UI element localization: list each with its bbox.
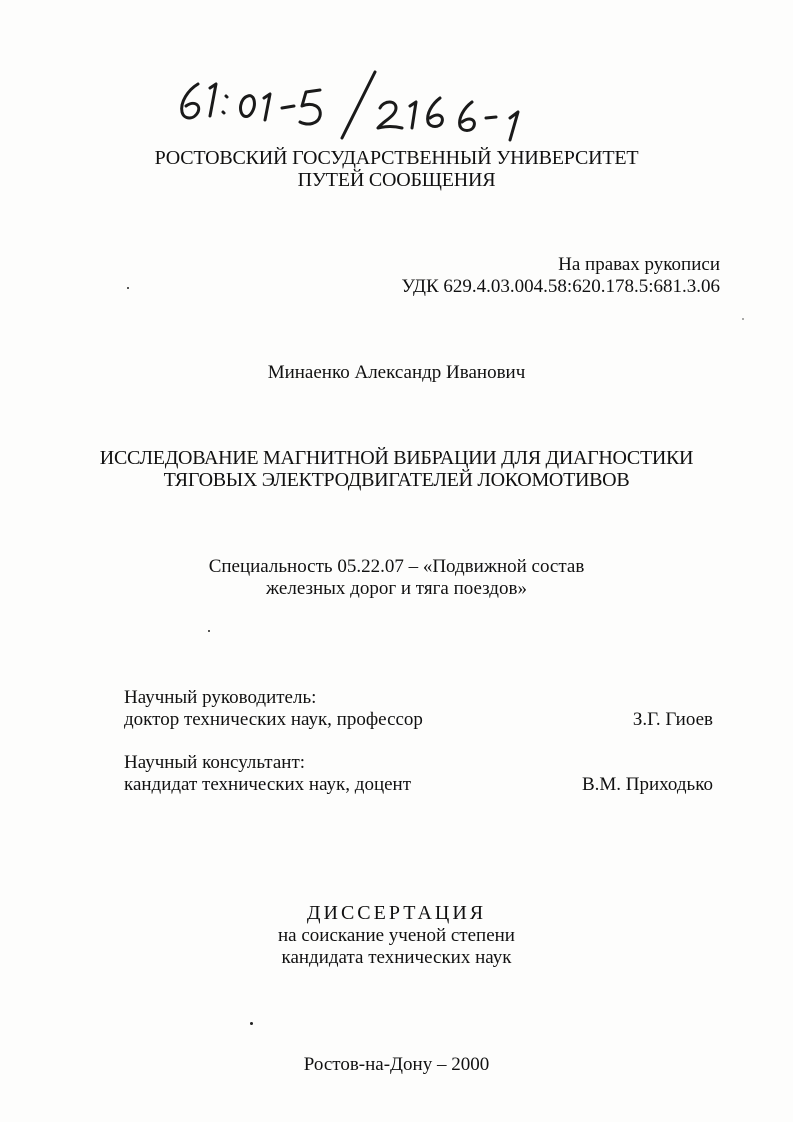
- specialty-line2: железных дорог и тяга поездов»: [266, 578, 527, 599]
- consultant-degree: кандидат технических наук, доцент: [124, 774, 412, 795]
- university-name-line2: ПУТЕЙ СООБЩЕНИЯ: [297, 169, 496, 191]
- place-and-year: Ростов-на-Дону – 2000: [303, 1054, 490, 1075]
- scan-speck: [208, 630, 210, 632]
- thesis-title-line1: ИССЛЕДОВАНИЕ МАГНИТНОЙ ВИБРАЦИИ ДЛЯ ДИАГНОСТИКИ: [99, 447, 694, 469]
- supervisor-degree: доктор технических наук, профессор: [124, 709, 423, 730]
- consultant-name: В.М. Приходько: [581, 774, 713, 795]
- author-name: Минаенко Александр Иванович: [267, 362, 526, 383]
- supervisor-label: Научный руководитель:: [124, 687, 317, 708]
- scan-speck: [742, 318, 744, 320]
- supervisor-name: З.Г. Гиоев: [632, 709, 713, 730]
- degree-line1: на соискание ученой степени: [278, 925, 515, 946]
- scan-speck: [250, 1022, 253, 1025]
- degree-line2: кандидата технических наук: [281, 947, 512, 968]
- archive-number-handwriting: [170, 66, 540, 146]
- thesis-title-line2: ТЯГОВЫХ ЭЛЕКТРОДВИГАТЕЛЕЙ ЛОКОМОТИВОВ: [163, 469, 630, 491]
- university-name-line1: РОСТОВСКИЙ ГОСУДАРСТВЕННЫЙ УНИВЕРСИТЕТ: [154, 147, 639, 169]
- consultant-label: Научный консультант:: [124, 752, 306, 773]
- udc-code: УДК 629.4.03.004.58:620.178.5:681.3.06: [401, 276, 720, 297]
- dissertation-heading: ДИССЕРТАЦИЯ: [306, 902, 487, 924]
- specialty-line1: Специальность 05.22.07 – «Подвижной состав: [208, 556, 585, 577]
- manuscript-rights-note: На правах рукописи: [558, 254, 720, 275]
- scan-speck: [127, 287, 129, 289]
